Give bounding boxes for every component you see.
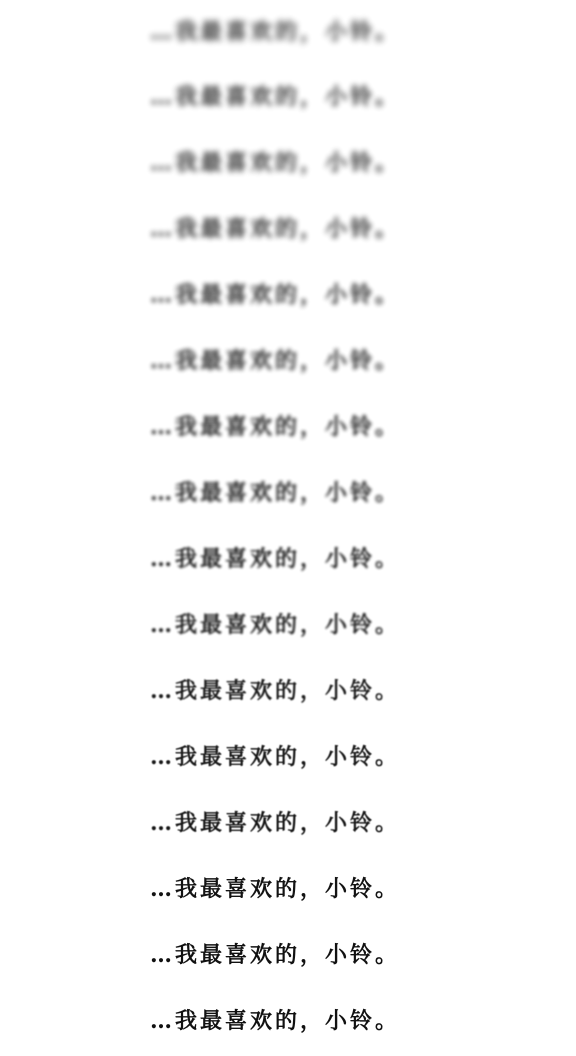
text-line: …我最喜欢的，小铃。 [150,612,401,638]
text-line: …我最喜欢的，小铃。 [150,1008,401,1034]
text-line: …我最喜欢的，小铃。 [150,876,401,902]
text-line: …我最喜欢的，小铃。 [150,150,401,176]
text-line: …我最喜欢的，小铃。 [150,84,401,110]
text-line: …我最喜欢的，小铃。 [150,414,401,440]
text-line: …我最喜欢的，小铃。 [150,348,401,374]
text-line: …我最喜欢的，小铃。 [150,282,401,308]
text-line: …我最喜欢的，小铃。 [150,480,401,506]
text-line: …我最喜欢的，小铃。 [150,942,401,968]
text-line: …我最喜欢的，小铃。 [150,19,401,45]
text-line: …我最喜欢的，小铃。 [150,216,401,242]
text-line: …我最喜欢的，小铃。 [150,810,401,836]
text-line: …我最喜欢的，小铃。 [150,678,401,704]
text-line: …我最喜欢的，小铃。 [150,546,401,572]
text-line: …我最喜欢的，小铃。 [150,744,401,770]
